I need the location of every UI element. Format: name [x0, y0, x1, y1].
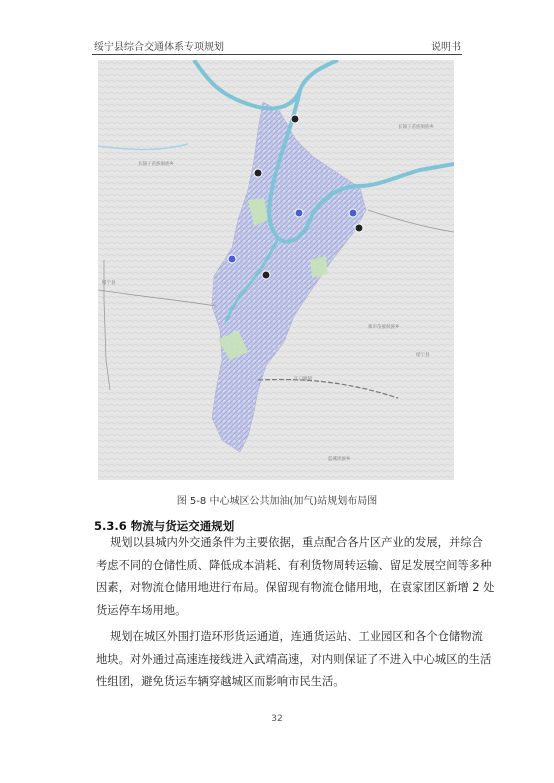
fuel-station-existing-icon: [254, 169, 262, 177]
text-line: 因素，对物流仓储用地进行布局。保留现有物流仓储用地，在袁家团区新增 2 处: [96, 581, 495, 594]
text-line: 规划在城区外围打造环形货运通道，连通货运站、工业园区和各个仓储物流: [110, 630, 483, 643]
text-line: 考虑不同的仓储性质、降低成本消耗、有利货物周转运输、留足发展空间等多种: [96, 558, 492, 572]
text-line: 地块。对外通过高速连接线进入武靖高速，对内则保证了不进入中心城区的生活: [96, 652, 492, 666]
fuel-station-existing-icon: [291, 115, 299, 123]
map-label: 长铺子苗族侗族乡: [398, 125, 434, 130]
map-label: 绥宁县: [416, 353, 430, 358]
map-label: 江口塘镇: [294, 377, 312, 382]
text-line: 货运停车场用地。: [96, 603, 187, 617]
fuel-station-map: [98, 60, 454, 480]
page-number: 32: [271, 714, 283, 724]
fuel-station-planned-icon: [228, 255, 236, 263]
fuel-station-planned-icon: [349, 209, 357, 217]
map-label: 绥宁县: [102, 281, 116, 286]
section-heading: 5.3.6 物流与货运交通规划: [94, 519, 235, 533]
document-title: 绥宁县综合交通体系专项规划: [94, 42, 224, 53]
text-line: 规划以县城内外交通条件为主要依据，重点配合各片区产业的发展，并综合: [110, 536, 483, 549]
map-label: 蓝溪瑶族乡: [328, 457, 351, 462]
map-label: 寨市苗族侗族乡: [368, 325, 400, 330]
header-divider: [92, 54, 462, 55]
text-line: 性组团，避免货运车辆穿越城区而影响市民生活。: [96, 675, 345, 688]
paragraph-freight-corridor: [96, 626, 492, 694]
fuel-station-existing-icon: [355, 224, 363, 232]
document-type: 说明书: [431, 42, 461, 53]
paragraph-logistics-layout: [96, 532, 495, 622]
fuel-station-planned-icon: [295, 209, 303, 217]
fuel-station-existing-icon: [262, 271, 270, 279]
map-label: 长铺子苗族侗族乡: [138, 162, 174, 167]
figure-caption: 图 5-8 中心城区公共加油(加气)站规划布局图: [176, 496, 378, 507]
